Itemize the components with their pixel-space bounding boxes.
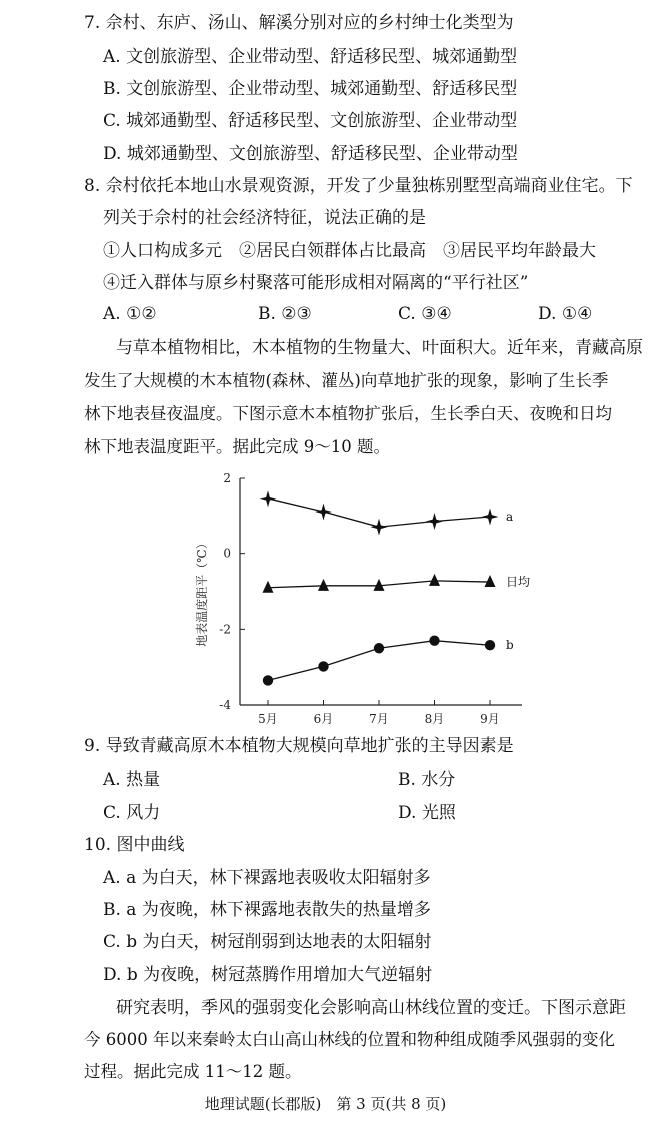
passage1-line4: 林下地表温度距平。据此完成 9～10 题。: [84, 437, 390, 456]
x-tick-label: 8月: [424, 712, 445, 726]
page-footer: 地理试题(长郡版) 第 3 页(共 8 页): [204, 1095, 447, 1113]
series-marker-circle: [485, 640, 495, 650]
passage2-line2: 今 6000 年以来秦岭太白山高山林线的位置和物种组成随季风强弱的变化: [84, 1030, 615, 1049]
q9-options-row2: [0, 802, 651, 824]
q8-stem-line1: 8. 佘村依托本地山水景观资源，开发了少量独栋别墅型高端商业住宅。下: [84, 176, 633, 196]
q8-option-b: B. ②③: [258, 304, 312, 324]
y-tick-label: 2: [223, 471, 231, 485]
q8-option-a: A. ①②: [103, 304, 157, 324]
x-tick-label: 6月: [313, 712, 334, 726]
passage1-line3: 林下地表昼夜温度。下图示意木本植物扩张后，生长季白天、夜晚和日均: [84, 404, 612, 423]
q9-options-row1: [0, 769, 651, 791]
q9-option-c: C. 风力: [103, 803, 161, 823]
q8-items-line2: ④迁入群体与原乡村聚落可能形成相对隔离的“平行社区”: [103, 273, 529, 293]
q9-stem: 9. 导致青藏高原木本植物大规模向草地扩张的主导因素是: [84, 736, 514, 756]
q9-option-b: B. 水分: [398, 770, 456, 790]
q9-option-a: A. 热量: [103, 770, 161, 790]
series-marker-triangle: [318, 579, 329, 591]
q7-option-d: D. 城郊通勤型、文创旅游型、舒适移民型、企业带动型: [103, 144, 518, 164]
y-tick-label: 0: [223, 546, 231, 561]
q8-stem-line2: 列关于佘村的社会经济特征，说法正确的是: [103, 208, 426, 228]
x-tick-label: 7月: [369, 712, 389, 726]
y-tick-label: -2: [219, 622, 231, 637]
series-marker-triangle: [429, 574, 440, 586]
series-label: b: [506, 638, 514, 653]
x-tick-label: 9月: [480, 712, 500, 726]
y-axis-label: 地表温度距平（℃）: [195, 537, 209, 647]
passage1-line2: 发生了大规模的木本植物(森林、灌丛)向草地扩张的现象，影响了生长季: [84, 371, 609, 390]
q7-stem: 7. 佘村、东庐、汤山、解溪分别对应的乡村绅士化类型为: [84, 13, 514, 33]
q10-stem: 10. 图中曲线: [84, 835, 185, 855]
series-marker-star: [371, 519, 388, 536]
q10-option-a: A. a 为白天，林下裸露地表吸收太阳辐射多: [103, 868, 431, 888]
q7-option-c: C. 城郊通勤型、舒适移民型、文创旅游型、企业带动型: [103, 111, 518, 131]
x-tick-label: 5月: [258, 712, 278, 726]
series-marker-circle: [318, 661, 328, 671]
q7-option-a: A. 文创旅游型、企业带动型、舒适移民型、城郊通勤型: [103, 47, 518, 67]
series-marker-circle: [263, 675, 273, 685]
passage2-line1: 研究表明，季风的强弱变化会影响高山林线位置的变迁。下图示意距: [116, 998, 626, 1018]
series-marker-circle: [429, 635, 439, 645]
series-label: 日均: [506, 575, 531, 590]
series-marker-star: [482, 508, 499, 525]
series-marker-circle: [374, 643, 384, 653]
series-marker-triangle: [374, 579, 385, 591]
q8-option-d: D. ①④: [538, 304, 593, 324]
series-marker-star: [426, 513, 443, 530]
q10-option-b: B. a 为夜晚，林下裸露地表散失的热量增多: [103, 900, 431, 920]
q8-option-c: C. ③④: [398, 304, 452, 324]
passage1-line1: 与草本植物相比，木本植物的生物量大、叶面积大。近年来，青藏高原: [116, 338, 643, 358]
q10-option-c: C. b 为白天，树冠削弱到达地表的太阳辐射: [103, 932, 432, 952]
q8-items-line1: ①人口构成多元 ②居民白领群体占比最高 ③居民平均年龄最大: [103, 241, 596, 261]
q7-option-b: B. 文创旅游型、企业带动型、城郊通勤型、舒适移民型: [103, 79, 518, 99]
series-marker-star: [260, 490, 277, 507]
y-tick-label: -4: [219, 698, 231, 712]
series-marker-star: [315, 504, 332, 521]
series-marker-triangle: [263, 581, 274, 593]
series-marker-triangle: [485, 575, 496, 587]
q10-option-d: D. b 为夜晚，树冠蒸腾作用增加大气逆辐射: [103, 965, 433, 985]
passage2-line3: 过程。据此完成 11～12 题。: [84, 1062, 302, 1081]
series-label: a: [506, 509, 514, 524]
q9-option-d: D. 光照: [398, 803, 456, 823]
